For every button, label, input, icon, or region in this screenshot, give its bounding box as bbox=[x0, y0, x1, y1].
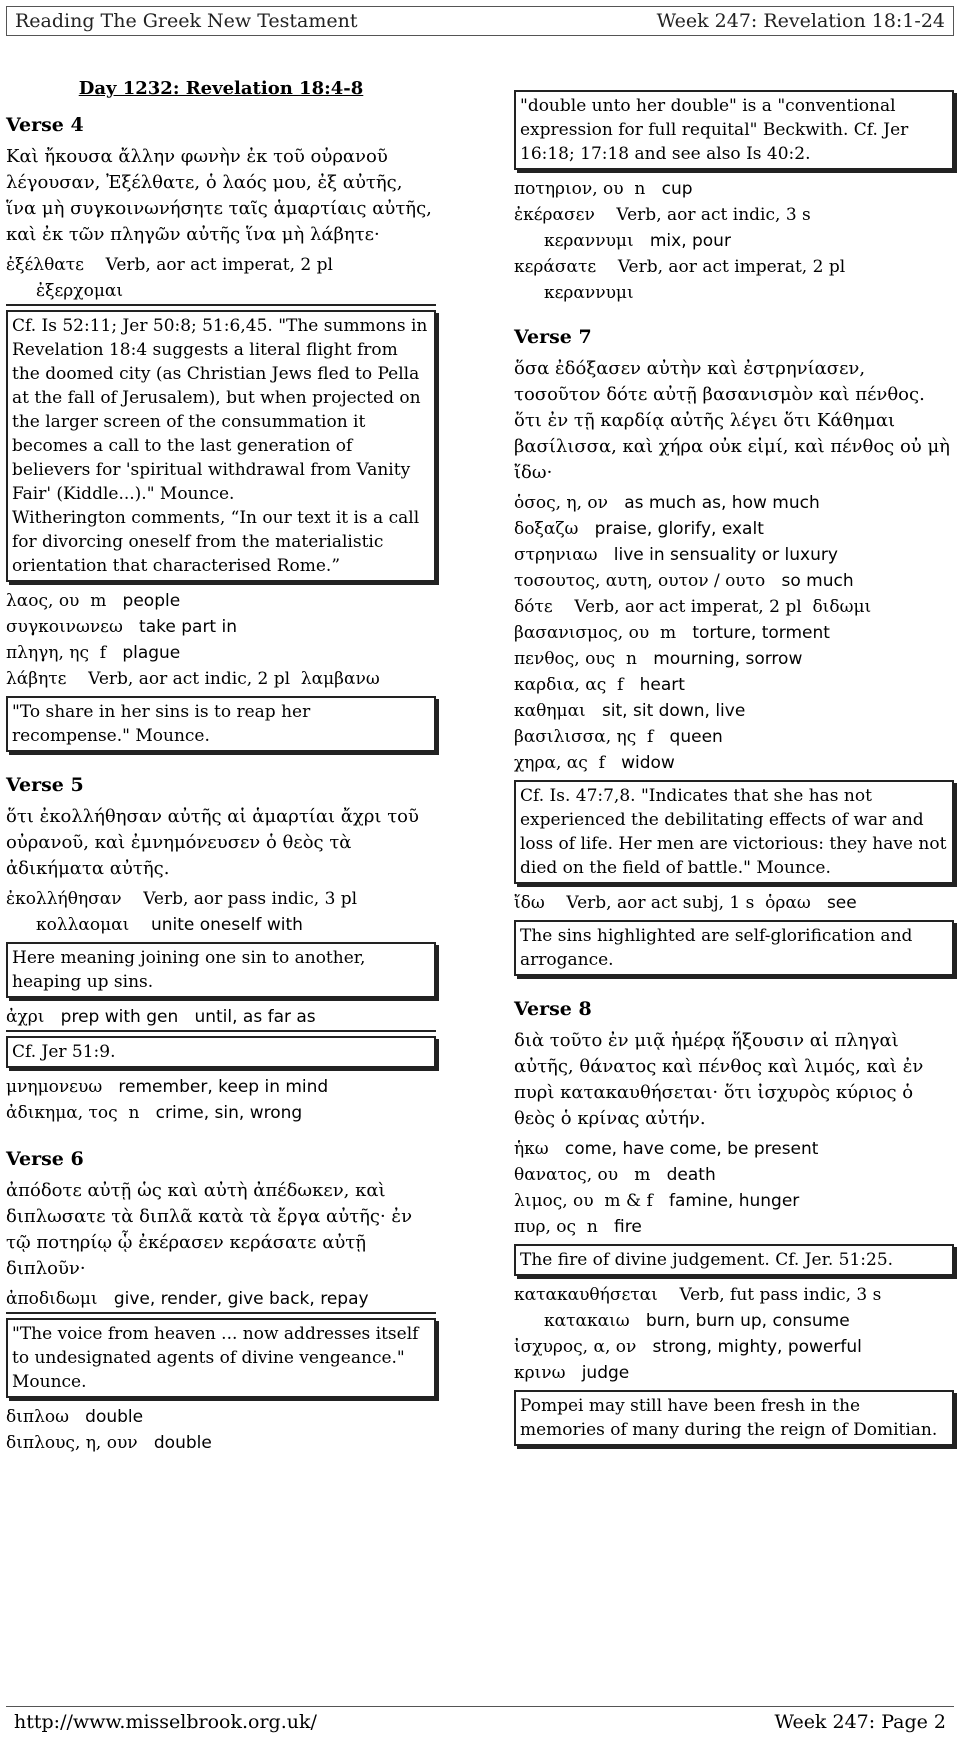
verse-5-text: ὅτι ἐκολλήθησαν αὐτῆς αἱ ἁμαρτίαι ἄχρι τοῦ οὐρανοῦ, καὶ ἐμνημόνευσεν ὁ θεὸς τὰ ἀδικήματα αὐτῆς. bbox=[6, 806, 419, 879]
vocab-gloss: fire bbox=[614, 1217, 642, 1237]
vocab-word: λιμος, ου m & f bbox=[514, 1191, 653, 1211]
note-box: The sins highlighted are self-glorification and arrogance. bbox=[514, 920, 954, 976]
vocab-list bbox=[514, 490, 954, 594]
vocab-list bbox=[514, 1334, 954, 1386]
verse-8-text: διὰ τοῦτο ἐν μιᾷ ἡμέρᾳ ἥξουσιν αἱ πληγαὶ αὐτῆς, θάνατος καὶ πένθος καὶ λιμός, καὶ ἐν πυρὶ κατακαυθήσεται· ὅτι ἰσχυρὸς κύριος ὁ θεὸς ὁ κρίνας αὐτήν. bbox=[514, 1030, 924, 1129]
vocab-word: κατακαυθήσεται bbox=[514, 1285, 658, 1305]
vocab-entry bbox=[514, 1214, 954, 1240]
vocab-gloss: double bbox=[153, 1433, 212, 1453]
vocab-entry bbox=[514, 1162, 954, 1188]
vocab-word: ἐκέρασεν bbox=[514, 205, 595, 225]
note-box: Here meaning joining one sin to another, heaping up sins. bbox=[6, 942, 436, 998]
vocab-list bbox=[514, 620, 954, 776]
vocab-list bbox=[514, 1136, 954, 1240]
vocab-word: λαος, ου m bbox=[6, 591, 107, 611]
note-box: Cf. Is 52:11; Jer 50:8; 51:6,45. "The summons in Revelation 18:4 suggests a literal flight from the doomed city (as Christian Jews fled to Pella at the fall of Jerusalem), but when projected on the larger screen of the consummation it becomes a call to the last generation of believers for 'spiritual withdrawal from Vanity Fair' (Kiddle...)." Mounce. Witherington comments, “In our text it is a call for divorcing oneself from the materialistic orientation that characterised Rome.” bbox=[6, 310, 436, 582]
vocab-entry bbox=[514, 1360, 954, 1386]
vocab-word: καρδια, ας f bbox=[514, 675, 624, 695]
note-box: The fire of divine judgement. Cf. Jer. 51:25. bbox=[514, 1244, 954, 1276]
vocab-entry bbox=[514, 1188, 954, 1214]
verse-6-text: ἀπόδοτε αὐτῇ ὡς καὶ αὐτὴ ἀπέδωκεν, καὶ διπλωσατε τὰ διπλᾶ κατὰ τὰ ἔργα αὐτῆς· ἐν τῷ ποτηρίῳ ᾧ ἐκέρασεν κεράσατε αὐτῇ διπλοῦν· bbox=[6, 1180, 413, 1279]
vocab-gloss: as much as, how much bbox=[624, 493, 820, 513]
vocab-parse: Verb, aor act indic, 2 pl λαμβανω bbox=[88, 669, 380, 689]
vocab-root: κεραννυμι bbox=[544, 231, 634, 251]
vocab-gloss: widow bbox=[621, 753, 675, 773]
page-footer bbox=[6, 1706, 954, 1736]
vocab-entry bbox=[514, 890, 954, 916]
vocab-word: θανατος, ου m bbox=[514, 1165, 651, 1185]
vocab-word: ἴδω bbox=[514, 893, 545, 913]
vocab-gloss: burn, burn up, consume bbox=[645, 1311, 850, 1331]
vocab-entry bbox=[6, 252, 436, 278]
vocab-gloss: see bbox=[826, 893, 857, 913]
vocab-root: κατακαιω bbox=[544, 1311, 630, 1331]
vocab-entry bbox=[6, 588, 436, 614]
vocab-word: μνημονευω bbox=[6, 1077, 103, 1097]
vocab-gloss: cup bbox=[661, 179, 693, 199]
vocab-entry bbox=[6, 1004, 436, 1032]
vocab-root: κεραννυμι bbox=[544, 283, 634, 303]
vocab-word: τοσουτος, αυτη, ουτον / ουτο bbox=[514, 571, 766, 591]
vocab-gloss: judge bbox=[581, 1363, 630, 1383]
vocab-word: διπλους, η, ουν bbox=[6, 1433, 138, 1453]
vocab-entry bbox=[514, 620, 954, 646]
vocab-word: κρινω bbox=[514, 1363, 566, 1383]
vocab-parse: Verb, aor act indic, 3 s bbox=[616, 205, 811, 225]
vocab-gloss: strong, mighty, powerful bbox=[652, 1337, 862, 1357]
vocab-entry bbox=[514, 176, 954, 202]
verse-5-heading: Verse 5 bbox=[6, 774, 84, 796]
vocab-parse: Verb, aor pass indic, 3 pl bbox=[143, 889, 358, 909]
left-column bbox=[6, 78, 436, 1456]
vocab-word: στρηνιαω bbox=[514, 545, 598, 565]
header-title: Reading The Greek New Testament bbox=[15, 10, 358, 32]
vocab-entry bbox=[514, 672, 954, 698]
vocab-list bbox=[6, 1404, 436, 1456]
vocab-gloss: prep with gen until, as far as bbox=[60, 1007, 316, 1027]
vocab-word: ποτηριον, ου n bbox=[514, 179, 646, 199]
vocab-gloss: heart bbox=[639, 675, 685, 695]
vocab-gloss: remember, keep in mind bbox=[118, 1077, 329, 1097]
vocab-gloss: unite oneself with bbox=[150, 915, 303, 935]
vocab-word: ἀχρι bbox=[6, 1007, 45, 1027]
note-box: Cf. Is. 47:7,8. "Indicates that she has not experienced the debilitating effects of war and loss of life. Her men are victorious: they have not died on the field of battle." Mounce. bbox=[514, 780, 954, 884]
vocab-word: πενθος, ους n bbox=[514, 649, 637, 669]
vocab-parse: Verb, aor act imperat, 2 pl διδωμι bbox=[574, 597, 872, 617]
vocab-word: λάβητε bbox=[6, 669, 67, 689]
vocab-word: δοξαζω bbox=[514, 519, 579, 539]
day-title: Day 1232: Revelation 18:4-8 bbox=[78, 78, 364, 99]
verse-7-text: ὅσα ἐδόξασεν αὐτὴν καὶ ἐστρηνίασεν, τοσοῦτον δότε αὐτῇ βασανισμὸν καὶ πένθος. ὅτι ἐν τῇ καρδίᾳ αὐτῆς λέγει ὅτι Κάθημαι βασίλισσα, καὶ χήρα οὐκ εἰμί, καὶ πένθος οὐ μὴ ἴδω· bbox=[514, 358, 950, 483]
footer-page: Week 247: Page 2 bbox=[774, 1710, 946, 1733]
vocab-entry bbox=[514, 568, 954, 594]
vocab-gloss: take part in bbox=[139, 617, 237, 637]
vocab-parse: Verb, fut pass indic, 3 s bbox=[679, 1285, 882, 1305]
vocab-gloss: come, have come, be present bbox=[564, 1139, 819, 1159]
vocab-word: ἀδικημα, τος n bbox=[6, 1103, 140, 1123]
vocab-entry bbox=[6, 666, 436, 692]
vocab-entry bbox=[514, 750, 954, 776]
footer-url: http://www.misselbrook.org.uk/ bbox=[14, 1710, 317, 1733]
vocab-entry bbox=[514, 646, 954, 672]
vocab-gloss: plague bbox=[122, 643, 181, 663]
vocab-entry bbox=[514, 1136, 954, 1162]
vocab-word: ἰσχυρος, α, ον bbox=[514, 1337, 637, 1357]
vocab-word: πυρ, ος n bbox=[514, 1217, 598, 1237]
vocab-gloss: live in sensuality or luxury bbox=[613, 545, 838, 565]
vocab-gloss: mourning, sorrow bbox=[653, 649, 803, 669]
vocab-entry bbox=[514, 724, 954, 750]
vocab-entry bbox=[514, 594, 954, 620]
vocab-gloss: death bbox=[666, 1165, 716, 1185]
header-week: Week 247: Revelation 18:1-24 bbox=[656, 10, 945, 32]
vocab-word: ἐξέλθατε bbox=[6, 255, 84, 275]
vocab-word: βασιλισσα, ης f bbox=[514, 727, 654, 747]
vocab-word: δότε bbox=[514, 597, 553, 617]
verse-8-heading: Verse 8 bbox=[514, 998, 592, 1020]
vocab-entry bbox=[6, 912, 436, 938]
vocab-word: ὁσος, η, ον bbox=[514, 493, 608, 513]
vocab-gloss: sit, sit down, live bbox=[601, 701, 746, 721]
vocab-entry bbox=[6, 1286, 436, 1314]
verse-6-heading: Verse 6 bbox=[6, 1148, 84, 1170]
vocab-entry bbox=[6, 640, 436, 666]
vocab-word: ἐκολλήθησαν bbox=[6, 889, 122, 909]
vocab-list bbox=[6, 588, 436, 666]
vocab-gloss: queen bbox=[669, 727, 723, 747]
note-box: "The voice from heaven ... now addresses itself to undesignated agents of divine vengeance." Mounce. bbox=[6, 1318, 436, 1398]
vocab-gloss: so much bbox=[781, 571, 854, 591]
note-box: Cf. Jer 51:9. bbox=[6, 1036, 436, 1068]
vocab-parse: Verb, aor act imperat, 2 pl bbox=[617, 257, 846, 277]
vocab-word: ἡκω bbox=[514, 1139, 549, 1159]
vocab-root: ἐξερχομαι bbox=[6, 278, 436, 306]
verse-7-heading: Verse 7 bbox=[514, 326, 592, 348]
vocab-entry bbox=[514, 542, 954, 568]
vocab-root: κολλαομαι bbox=[36, 915, 130, 935]
vocab-word: διπλοω bbox=[6, 1407, 69, 1427]
verse-4-text: Καὶ ἤκουσα ἄλλην φωνὴν ἐκ τοῦ οὐρανοῦ λέγουσαν, Ἐξέλθατε, ὁ λαός μου, ἐξ αὐτῆς, ἵνα μὴ συγκοινωνήσητε ταῖς ἁμαρτίαις αὐτῆς, καὶ ἐκ τῶν πληγῶν αὐτῆς ἵνα μὴ λάβητε· bbox=[6, 146, 432, 245]
vocab-gloss: give, render, give back, repay bbox=[113, 1289, 369, 1309]
vocab-entry bbox=[6, 886, 436, 912]
vocab-entry bbox=[6, 1404, 436, 1430]
vocab-gloss: torture, torment bbox=[692, 623, 830, 643]
vocab-gloss: mix, pour bbox=[649, 231, 731, 251]
vocab-gloss: double bbox=[85, 1407, 144, 1427]
vocab-gloss: people bbox=[122, 591, 181, 611]
vocab-word: συγκοινωνεω bbox=[6, 617, 123, 637]
vocab-word: βασανισμος, ου m bbox=[514, 623, 677, 643]
page-header bbox=[6, 6, 954, 36]
vocab-gloss: famine, hunger bbox=[669, 1191, 800, 1211]
vocab-list bbox=[6, 1074, 436, 1126]
vocab-gloss: crime, sin, wrong bbox=[155, 1103, 303, 1123]
vocab-word: κεράσατε bbox=[514, 257, 597, 277]
vocab-entry bbox=[6, 1100, 436, 1126]
vocab-entry bbox=[514, 254, 954, 280]
verse-4-heading: Verse 4 bbox=[6, 114, 84, 136]
vocab-parse: Verb, aor act imperat, 2 pl bbox=[105, 255, 333, 275]
vocab-entry bbox=[514, 490, 954, 516]
vocab-entry bbox=[6, 1430, 436, 1456]
vocab-parse: Verb, aor act subj, 1 s ὁραω bbox=[566, 893, 811, 913]
right-column bbox=[514, 90, 954, 1452]
vocab-entry bbox=[6, 614, 436, 640]
vocab-entry bbox=[514, 1308, 954, 1334]
vocab-entry bbox=[514, 228, 954, 254]
vocab-entry bbox=[514, 1334, 954, 1360]
vocab-entry bbox=[514, 516, 954, 542]
vocab-word: πληγη, ης f bbox=[6, 643, 107, 663]
vocab-entry bbox=[514, 202, 954, 228]
vocab-word: χηρα, ας f bbox=[514, 753, 605, 773]
vocab-entry bbox=[514, 1282, 954, 1308]
note-box: "double unto her double" is a "conventional expression for full requital" Beckwith. Cf. Jer 16:18; 17:18 and see also Is 40:2. bbox=[514, 90, 954, 170]
vocab-gloss: praise, glorify, exalt bbox=[594, 519, 764, 539]
vocab-word: καθημαι bbox=[514, 701, 586, 721]
vocab-entry bbox=[514, 698, 954, 724]
note-box: Pompei may still have been fresh in the memories of many during the reign of Domitian. bbox=[514, 1390, 954, 1446]
note-box: "To share in her sins is to reap her recompense." Mounce. bbox=[6, 696, 436, 752]
vocab-word: ἀποδιδωμι bbox=[6, 1289, 98, 1309]
vocab-entry bbox=[6, 1074, 436, 1100]
